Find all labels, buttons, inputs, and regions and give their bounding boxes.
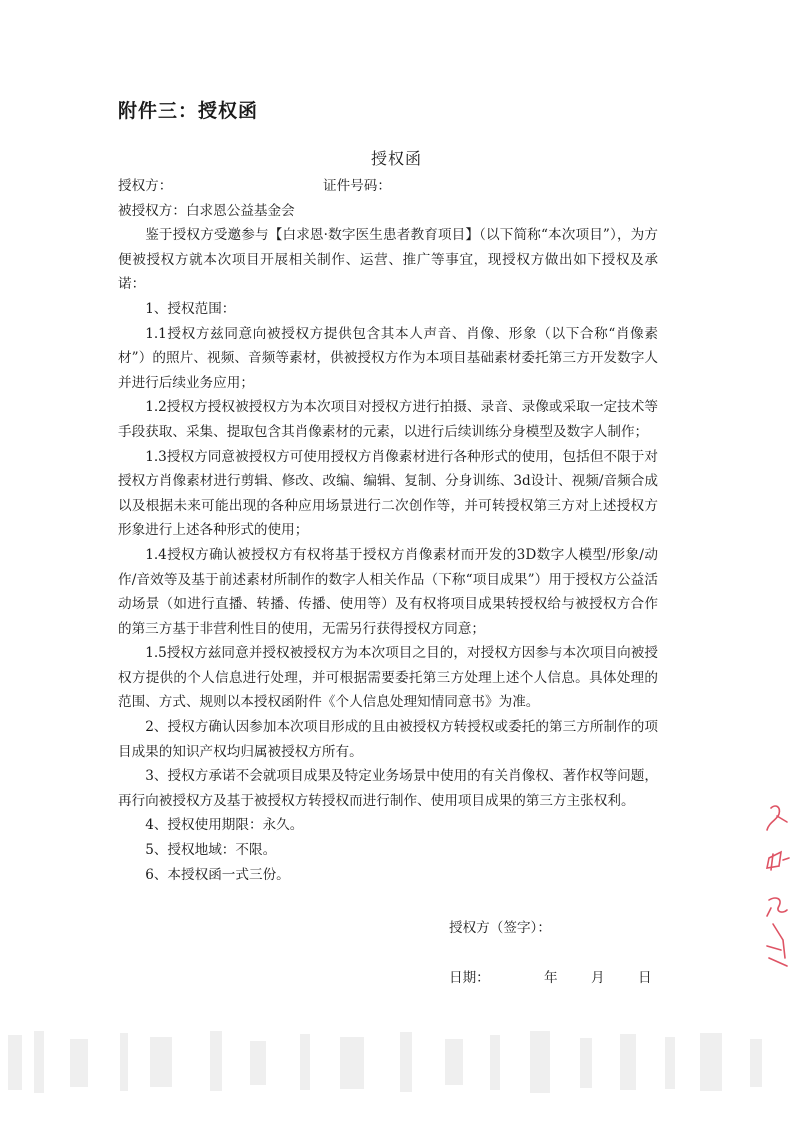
clause-3: 3、授权方承诺不会就项目成果及特定业务场景中使用的有关肖像权、著作权等问题，再行向被授权方及基于被授权方转授权而进行制作、使用项目成果的第三方主张权利。 xyxy=(118,768,658,809)
clause-1-5: 1.5授权方兹同意并授权被授权方为本次项目之目的，对授权方因参与本次项目向被授权方提供的个人信息进行处理，并可根据需要委托第三方处理上述个人信息。具体处理的范围、方式、规则以本授权函附件《个人信息处理知情同意书》为准。 xyxy=(118,645,658,711)
grantor-label: 授权方： xyxy=(118,178,173,194)
date-month-label: 月 xyxy=(591,970,605,986)
signature-line: 授权方（签字）： xyxy=(449,920,551,936)
grantor-row xyxy=(118,174,658,199)
clause-2: 2、授权方确认因参加本次项目形成的且由被授权方转授权或委托的第三方所制作的项目成果的知识产权均归属被授权方所有。 xyxy=(118,719,658,760)
date-year-label: 年 xyxy=(544,970,558,986)
clause-4: 4、授权使用期限：永久。 xyxy=(145,817,304,834)
date-day-label: 日 xyxy=(638,970,652,986)
clause-scope: 1、授权范围： xyxy=(145,300,236,317)
grantee-line: 被授权方：白求恩公益基金会 xyxy=(118,202,295,219)
date-label: 日期： xyxy=(449,970,490,986)
clause-6: 6、本授权函一式三份。 xyxy=(145,866,290,883)
clause-1-4: 1.4授权方确认被授权方有权将基于授权方肖像素材而开发的3D数字人模型/形象/动作/音效等及基于前述素材所制作的数字人相关作品（下称“项目成果”）用于授权方公益活动场景（如进行直播、转播、传播、使用等）及有权将项目成果转授权给与被授权方合作的第三方基于非营利性目的使用，无需另行获得授权方同意； xyxy=(118,546,658,637)
document-title: 授权函 xyxy=(370,149,422,168)
scan-noise-band xyxy=(0,1025,793,1100)
date-line xyxy=(449,966,652,986)
red-seal-stamp-fragment xyxy=(757,800,793,970)
clause-1-2: 1.2授权方授权被授权方为本次项目对授权方进行拍摄、录音、录像或采取一定技术等手段获取、采集、提取包含其肖像素材的元素，以进行后续训练分身模型及数字人制作； xyxy=(118,399,658,440)
attachment-heading: 附件三：授权函 xyxy=(118,100,259,122)
id-number-label: 证件号码： xyxy=(323,178,391,194)
intro-paragraph: 鉴于授权方受邀参与【白求恩·数字医生患者教育项目】（以下简称“本次项目”），为方便被授权方就本次项目开展相关制作、运营、推广等事宜，现授权方做出如下授权及承诺： xyxy=(118,227,658,293)
clause-1-3: 1.3授权方同意被授权方可使用授权方肖像素材进行各种形式的使用，包括但不限于对授权方肖像素材进行剪辑、修改、改编、编辑、复制、分身训练、3d设计、视频/音频合成以及根据未来可能出现的各种应用场景进行二次创作等，并可转授权第三方对上述授权方形象进行上述各种形式的使用； xyxy=(118,448,658,539)
document-body xyxy=(118,174,658,887)
clause-5: 5、授权地域：不限。 xyxy=(145,842,277,859)
clause-1-1: 1.1授权方兹同意向被授权方提供包含其本人声音、肖像、形象（以下合称“肖像素材”）的照片、视频、音频等素材，供被授权方作为本项目基础素材委托第三方开发数字人并进行后续业务应用； xyxy=(118,325,658,391)
